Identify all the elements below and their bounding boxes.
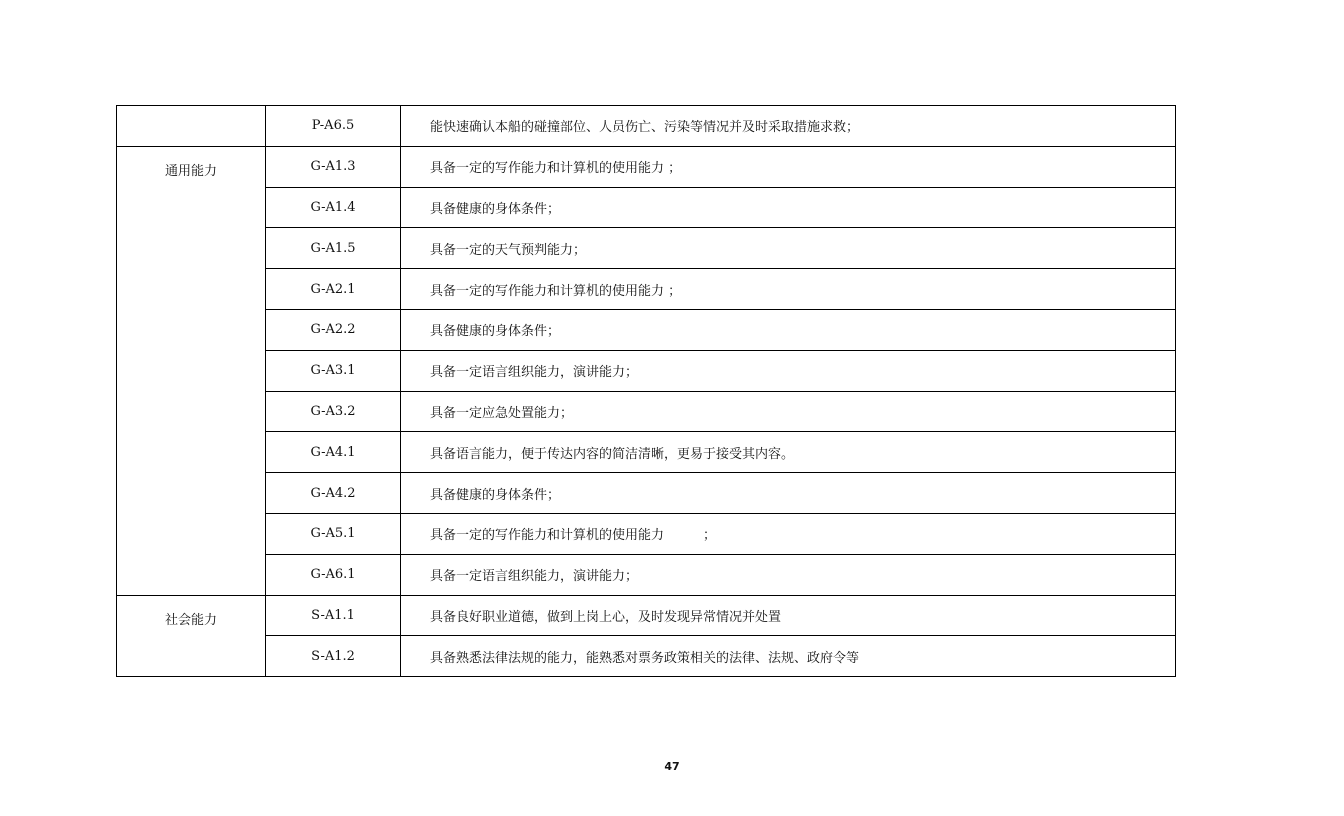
code-cell: G-A3.1 xyxy=(266,350,401,391)
table-row xyxy=(117,187,1176,228)
category-label: 通用能力 xyxy=(164,163,217,179)
code-cell: G-A2.1 xyxy=(266,269,401,310)
table-row xyxy=(117,309,1176,350)
table-row xyxy=(117,391,1176,432)
code-cell: G-A4.2 xyxy=(266,473,401,514)
description-cell: 具备熟悉法律法规的能力，能熟悉对票务政策相关的法律、法规、政府令等 xyxy=(401,636,1176,677)
table-row xyxy=(117,554,1176,595)
category-cell-general xyxy=(117,146,266,595)
category-label: 社会能力 xyxy=(164,612,217,628)
description-cell: 具备健康的身体条件； xyxy=(401,473,1176,514)
description-cell: 能快速确认本船的碰撞部位、人员伤亡、污染等情况并及时采取措施求救； xyxy=(401,106,1176,147)
code-cell: G-A4.1 xyxy=(266,432,401,473)
description-cell: 具备语言能力，便于传达内容的简洁清晰，更易于接受其内容。 xyxy=(401,432,1176,473)
code-cell: S-A1.2 xyxy=(266,636,401,677)
code-cell: G-A5.1 xyxy=(266,513,401,554)
category-cell-social xyxy=(117,595,266,677)
page-number: 47 xyxy=(664,760,680,773)
code-cell: G-A1.3 xyxy=(266,146,401,187)
code-cell: G-A1.5 xyxy=(266,228,401,269)
description-cell: 具备良好职业道德，做到上岗上心，及时发现异常情况并处置 xyxy=(401,595,1176,636)
description-cell: 具备一定语言组织能力，演讲能力； xyxy=(401,350,1176,391)
table-row xyxy=(117,595,1176,636)
table-row xyxy=(117,636,1176,677)
code-cell: G-A1.4 xyxy=(266,187,401,228)
code-cell: P-A6.5 xyxy=(266,106,401,147)
description-cell: 具备一定语言组织能力，演讲能力； xyxy=(401,554,1176,595)
code-cell: G-A3.2 xyxy=(266,391,401,432)
table-row xyxy=(117,146,1176,187)
description-cell: 具备健康的身体条件； xyxy=(401,309,1176,350)
category-cell-empty xyxy=(117,106,266,147)
table-row xyxy=(117,513,1176,554)
code-cell: S-A1.1 xyxy=(266,595,401,636)
description-cell: 具备一定应急处置能力； xyxy=(401,391,1176,432)
description-cell: 具备健康的身体条件； xyxy=(401,187,1176,228)
description-cell: 具备一定的天气预判能力； xyxy=(401,228,1176,269)
table-row xyxy=(117,473,1176,514)
code-cell: G-A6.1 xyxy=(266,554,401,595)
table-row xyxy=(117,269,1176,310)
description-cell: 具备一定的写作能力和计算机的使用能力 ； xyxy=(401,146,1176,187)
table-row xyxy=(117,432,1176,473)
competency-table xyxy=(116,105,1176,677)
code-cell: G-A2.2 xyxy=(266,309,401,350)
description-cell: 具备一定的写作能力和计算机的使用能力 ； xyxy=(401,269,1176,310)
table-row xyxy=(117,350,1176,391)
table-row xyxy=(117,106,1176,147)
description-cell: 具备一定的写作能力和计算机的使用能力 ； xyxy=(401,513,1176,554)
table-row xyxy=(117,228,1176,269)
